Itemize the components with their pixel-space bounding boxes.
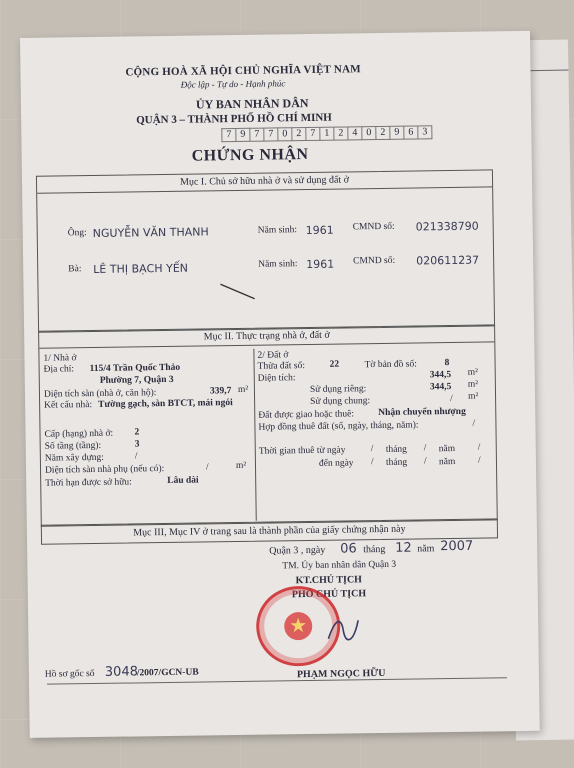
owner1-id-label: CMND số: bbox=[352, 221, 395, 233]
owner2-id: 020611237 bbox=[416, 253, 480, 268]
serial-digit: 7 bbox=[305, 127, 319, 141]
land-parcel-label: Thửa đất số: bbox=[257, 361, 306, 372]
house-address-label: Địa chỉ: bbox=[43, 364, 75, 375]
serial-digit: 4 bbox=[347, 126, 361, 140]
owner2-birth: 1961 bbox=[306, 257, 335, 272]
serial-digit: 2 bbox=[333, 126, 347, 140]
section-3-heading: Mục III, Mục IV ở trang sau là thành phần của giấy chứng nhận này bbox=[133, 523, 406, 539]
signoff-month: 12 bbox=[395, 540, 412, 556]
house-year: / bbox=[134, 451, 138, 462]
land-shared-label: Sử dụng chung: bbox=[310, 396, 371, 407]
authority-title: ỦY BAN NHÂN DÂN bbox=[195, 95, 309, 112]
owner2-name: LÊ THỊ BẠCH YẾN bbox=[93, 261, 189, 276]
house-address-line2: Phường 7, Quận 3 bbox=[99, 374, 174, 386]
house-grade: 2 bbox=[134, 427, 140, 438]
land-to-label: đến ngày bbox=[318, 458, 354, 469]
signoff-day: 06 bbox=[340, 541, 357, 557]
serial-digit: 3 bbox=[417, 125, 432, 139]
signoff-month-label: tháng bbox=[363, 543, 386, 556]
house-title: 1/ Nhà ở bbox=[43, 353, 77, 364]
land-lease-label: Hợp đồng thuê đất (số, ngày, tháng, năm): bbox=[258, 420, 419, 433]
serial-digit: 2 bbox=[375, 126, 389, 140]
land-to-year-label: năm bbox=[438, 456, 456, 468]
signoff-kt: KT.CHỦ TỊCH bbox=[295, 574, 362, 587]
house-term-label: Thời hạn được sở hữu: bbox=[45, 477, 132, 489]
owner1-name: NGUYỄN VĂN THANH bbox=[92, 225, 209, 241]
owner1-id: 021338790 bbox=[415, 219, 479, 234]
land-private-label: Sử dụng riêng: bbox=[309, 384, 367, 395]
signoff-place: Quận 3 , ngày bbox=[269, 544, 326, 557]
serial-digit: 7 bbox=[221, 128, 235, 142]
land-area-label: Diện tích: bbox=[257, 373, 296, 384]
land-from-year-label: năm bbox=[438, 443, 456, 455]
house-floor-area-label: Diện tích sàn (nhà ở, căn hộ): bbox=[43, 388, 157, 400]
owner1-birth: 1961 bbox=[305, 223, 334, 238]
land-map-label: Tờ bản đồ số: bbox=[364, 359, 417, 371]
land-shared: / bbox=[450, 393, 453, 405]
land-private-unit: m² bbox=[467, 379, 479, 390]
land-from-month: / bbox=[423, 443, 427, 454]
land-from-year: / bbox=[477, 442, 481, 453]
owner2-id-label: CMND số: bbox=[353, 255, 396, 267]
land-parcel: 22 bbox=[329, 359, 340, 370]
land-to-month: / bbox=[423, 456, 427, 467]
land-shared-unit: m² bbox=[467, 391, 479, 402]
section-1-box bbox=[36, 169, 495, 332]
serial-digit: 0 bbox=[361, 126, 375, 140]
house-floors: 3 bbox=[134, 439, 140, 450]
serial-digit: 7 bbox=[263, 127, 277, 141]
land-lease: / bbox=[472, 418, 476, 429]
certificate-title: CHỨNG NHẬN bbox=[191, 145, 309, 165]
serial-digit: 9 bbox=[389, 126, 403, 140]
house-address-line1: 115/4 Trần Quốc Thảo bbox=[89, 362, 181, 375]
house-aux-area-unit: m² bbox=[235, 460, 247, 472]
district-title: QUẬN 3 – THÀNH PHỐ HỒ CHÍ MINH bbox=[136, 111, 332, 127]
land-from-label: Thời gian thuê từ ngày bbox=[258, 445, 346, 457]
land-area-unit: m² bbox=[467, 367, 479, 378]
land-private: 344,5 bbox=[429, 382, 452, 393]
strike-mark bbox=[218, 282, 258, 303]
section-1-heading: Mục I. Chủ sở hữu nhà ở và sử dụng đất ở bbox=[37, 172, 492, 193]
house-year-label: Năm xây dựng: bbox=[44, 452, 104, 464]
certificate-page bbox=[20, 31, 540, 738]
section-2-heading: Mục II. Thực trạng nhà ở, đất ở bbox=[39, 327, 494, 348]
section-2-divider bbox=[253, 349, 256, 521]
land-to-month-label: tháng bbox=[385, 457, 408, 468]
serial-digit: 1 bbox=[319, 127, 333, 141]
owner2-label: Bà: bbox=[68, 264, 82, 275]
serial-digit: 0 bbox=[277, 127, 291, 141]
owner2-birth-label: Năm sinh: bbox=[258, 259, 298, 270]
signer-name: PHẠM NGỌC HỮU bbox=[296, 667, 386, 681]
serial-digit: 2 bbox=[291, 127, 305, 141]
house-structure-label: Kết cấu nhà: bbox=[44, 400, 93, 411]
serial-digit: 7 bbox=[249, 128, 263, 142]
file-label: Hồ sơ gốc số bbox=[44, 669, 95, 680]
owner1-label: Ông: bbox=[67, 228, 87, 239]
serial-digit: 9 bbox=[235, 128, 249, 142]
file-suffix: /2007/GCN-UB bbox=[136, 667, 199, 679]
star-emblem-icon: ★ bbox=[284, 612, 312, 640]
motto: Độc lập - Tự do - Hạnh phúc bbox=[180, 78, 286, 90]
file-number: 3048 bbox=[104, 664, 139, 680]
land-from-day: / bbox=[370, 444, 374, 455]
serial-digit: 6 bbox=[403, 125, 417, 139]
signoff-role: PHÓ CHỦ TỊCH bbox=[291, 588, 367, 601]
land-granted: Nhận chuyển nhượng bbox=[378, 406, 466, 419]
serial-number-boxes bbox=[221, 125, 432, 142]
signoff-year: 2007 bbox=[440, 538, 474, 555]
house-aux-area-label: Diện tích sàn nhà phụ (nếu có): bbox=[44, 464, 165, 476]
house-floor-area-unit: m² bbox=[237, 384, 249, 395]
land-to-year: / bbox=[477, 455, 481, 466]
owner1-birth-label: Năm sinh: bbox=[257, 225, 298, 236]
land-to-day: / bbox=[370, 457, 374, 468]
house-grade-label: Cấp (hạng) nhà ở: bbox=[44, 428, 114, 440]
land-area: 344,5 bbox=[429, 370, 452, 381]
signoff-tm: TM. Ủy ban nhân dân Quận 3 bbox=[282, 559, 397, 572]
house-aux-area: / bbox=[205, 462, 209, 473]
signoff-year-label: năm bbox=[417, 543, 435, 555]
land-from-month-label: tháng bbox=[385, 444, 407, 455]
signature-icon bbox=[323, 608, 364, 649]
land-title: 2/ Đất ở bbox=[257, 350, 289, 361]
land-map: 8 bbox=[444, 358, 450, 369]
house-structure: Tường gạch, sàn BTCT, mái ngói bbox=[98, 398, 233, 410]
house-term: Lâu dài bbox=[167, 475, 199, 486]
nation-header: CỘNG HOÀ XÃ HỘI CHỦ NGHĨA VIỆT NAM bbox=[125, 63, 361, 79]
house-floor-area: 339,7 bbox=[209, 386, 232, 397]
land-granted-label: Đất được giao hoặc thuê: bbox=[258, 409, 354, 421]
section-2-box bbox=[38, 324, 498, 526]
house-floors-label: Số tầng (tầng): bbox=[44, 440, 102, 452]
